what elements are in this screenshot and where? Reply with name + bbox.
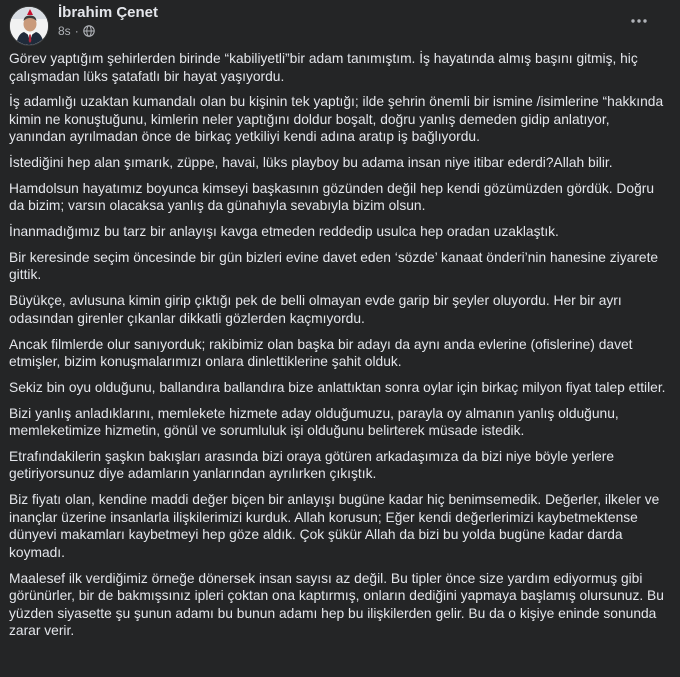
post-paragraph: Bizi yanlış anladıklarını, memlekete hizmete aday olduğumuzu, parayla oy almanın yanlış olduğunu, memleketimize hizmetin, gönül ve sorumluluk işi olduğunu belirterek müsade istedik. [9, 405, 619, 439]
post-text [9, 50, 669, 648]
more-options-button[interactable] [624, 9, 654, 33]
post-paragraph: Görev yaptığım şehirlerden birinde “kabiliyetli”bir adam tanımıştım. İş hayatında almış başını gitmiş, hiç çalışmadan lüks şatafatlı bir hayat yaşıyordu. [9, 51, 638, 84]
post-paragraph: Maalesef ilk verdiğimiz örneğe dönersek insan sayısı az değil. Bu tipler önce size yardım ediyormuş gibi görünürler, bir de bakmışsınız ipleri çoktan ona kaptırmış, onların dediğini yapmaya başlamış olursunuz. Bu yüzden siyasette şu şunun adamı bu bunun adamı hep bu ilişkilerden gelir. Bu da o kişiye eninde sonunda zarar verir. [9, 570, 664, 639]
post-paragraph: Büyükçe, avlusuna kimin girip çıktığı pek de belli olmayan evde garip bir şeyler oluyordu. Her bir ayrı odasından girenler çıkanlar dikkatli gözlerden kaçmıyordu. [9, 293, 622, 326]
post-meta [58, 24, 95, 38]
post-paragraph: Sekiz bin oyu olduğunu, ballandıra ballandıra bize anlattıktan sonra oylar için birkaç milyon fiyat talep ettiler. [9, 379, 666, 395]
post-paragraph: Biz fiyatı olan, kendine maddi değer biçen bir anlayışı bugüne kadar hiç benimsemedik. Değerler, ilkeler ve inançlar üzerine insanlarla ilişkilerimizi kurduk. Allah korusun; Eğer kendi değerlerimizi kaybetmektense dünyevi makamları kaybetmeyi hep göze aldık. Çok şükür Allah da bizi bu yolda bugüne kadar darda koymadı. [9, 492, 660, 560]
post-paragraph: Ancak filmlerde olur sanıyorduk; rakibimiz olan başka bir adayı da aynı anda evlerine (ofislerine) davet etmişler, bizim konuşmalarımızı onlara dinlettiklerine şahit olduk. [9, 336, 633, 370]
meta-separator: · [74, 24, 79, 38]
post-paragraph: İş adamlığı uzaktan kumandalı olan bu kişinin tek yaptığı; ilde şehrin önemli bir ismine /isimlerine “hakkında kimin ne konuştuğunu, kimlerin neler yaptığını doldur boşalt, doğru yanlış demeden gidip anlatıyor, yanından ayrılmadan önce de birkaç yetkiliyi kendi adına aratıp iş bağlıyordu. [9, 94, 664, 145]
more-options-icon [631, 19, 647, 23]
post-paragraph: İnanmadığımız bu tarz bir anlayışı kavga etmeden reddedip usulca hep oradan uzaklaştık. [9, 224, 559, 240]
author-name[interactable]: İbrahim Çenet [58, 4, 159, 21]
post-paragraph: Hamdolsun hayatımız boyunca kimseyi başkasının gözünden değil hep kendi gözümüzden gördük. Doğru da bizim; varsın olacaksa yanlış da günahıyla sevabıyla bizim olsun. [9, 180, 655, 214]
post-timestamp[interactable]: 8s [58, 24, 71, 38]
author-avatar[interactable] [9, 6, 49, 46]
post-paragraph: İstediğini hep alan şımarık, züppe, havai, lüks playboy bu adama insan niye itibar ederdi?Allah bilir. [9, 155, 613, 171]
post-header [0, 0, 680, 48]
profile-photo-icon [10, 7, 49, 46]
globe-icon[interactable] [83, 25, 95, 37]
post-paragraph: Etrafındakilerin şaşkın bakışları arasında bizi oraya götüren arkadaşımıza da bizi niye böyle yerlere getiriyorsunuz diye adamların yanlarından ayrılırken çıkıştık. [9, 448, 615, 482]
post-paragraph: Bir keresinde seçim öncesinde bir gün bizleri evine davet eden ‘sözde’ kanaat önderi’nin hanesine ziyarete gittik. [9, 249, 659, 283]
